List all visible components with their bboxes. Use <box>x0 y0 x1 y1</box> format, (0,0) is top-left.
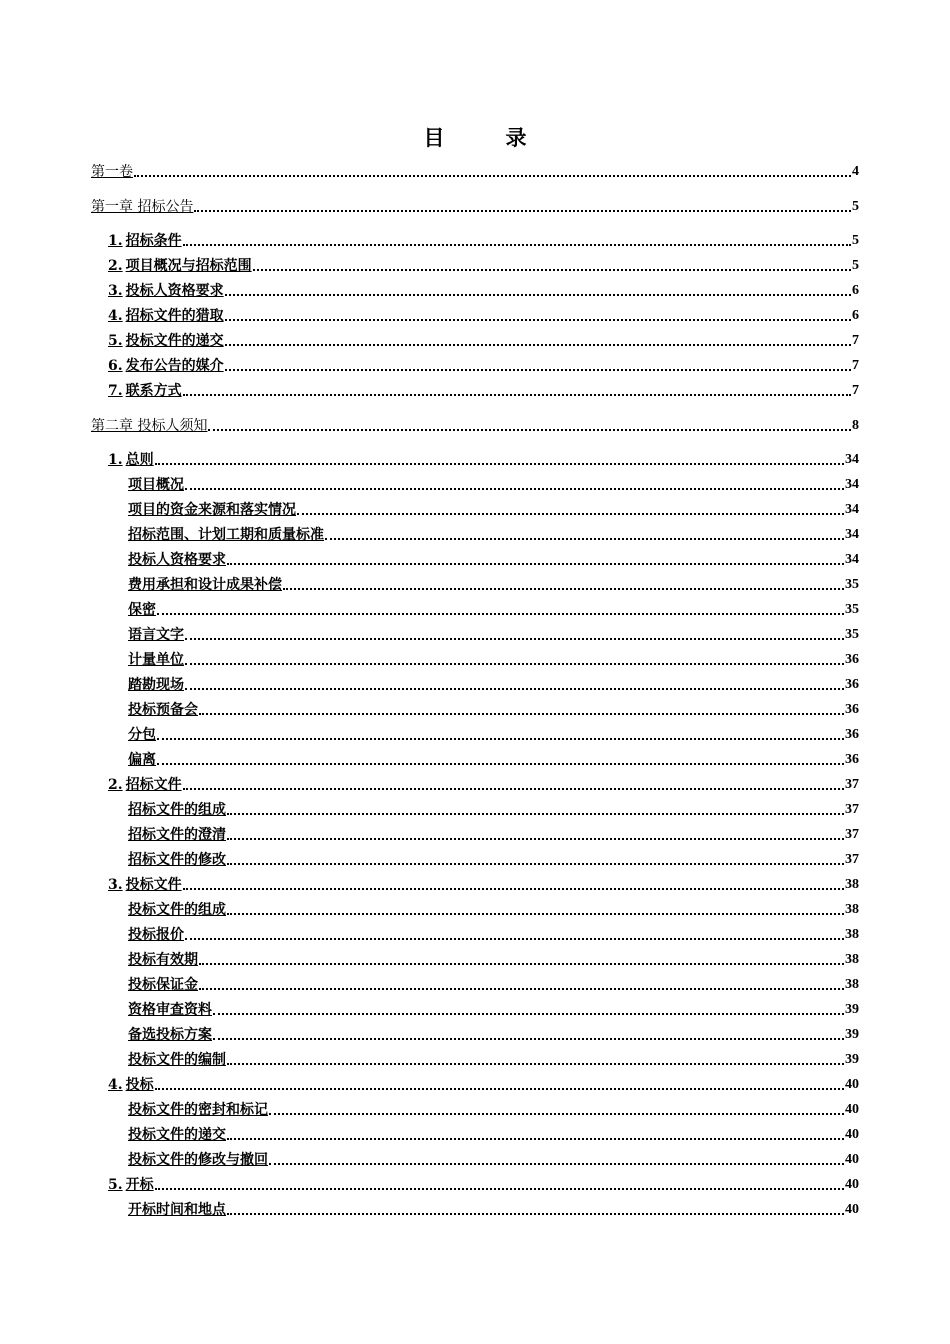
toc-entry-page: 34 <box>845 477 859 492</box>
toc-entry-label: 招标文件的猎取 <box>125 308 224 324</box>
toc-dot-leader <box>227 1137 844 1140</box>
toc-entry-label: 开标 <box>125 1177 154 1193</box>
toc-dot-leader <box>213 1012 844 1015</box>
toc-entry-page: 40 <box>845 1177 859 1192</box>
toc-entry-page: 36 <box>845 702 859 717</box>
toc-dot-leader <box>185 637 844 640</box>
toc-dot-leader <box>225 293 851 296</box>
toc-entry-page: 6 <box>852 283 859 298</box>
toc-entry-label: 计量单位 <box>128 652 184 668</box>
toc-entry-label: 投标文件的递交 <box>125 333 224 349</box>
toc-entry-label: 保密 <box>128 602 156 618</box>
toc-entry-label: 踏勘现场 <box>128 677 184 693</box>
toc-entry-label: 备选投标方案 <box>128 1027 212 1043</box>
toc-entry-page: 5 <box>852 199 859 214</box>
toc-entry-label: 第一卷 <box>91 164 133 180</box>
toc-dot-leader <box>225 318 851 321</box>
toc-entry[interactable] <box>125 524 859 544</box>
toc-dot-leader <box>185 487 844 490</box>
toc-entry[interactable] <box>108 280 859 300</box>
toc-entry[interactable] <box>125 1049 859 1069</box>
toc-entry-number: 5. <box>108 333 123 349</box>
toc-entry-number: 3. <box>108 877 123 893</box>
toc-entry-label: 项目概况与招标范围 <box>125 258 252 274</box>
toc-entry-page: 6 <box>852 308 859 323</box>
toc-chapter-entry[interactable] <box>91 161 859 181</box>
toc-entry[interactable] <box>125 724 859 744</box>
toc-entry-page: 38 <box>845 952 859 967</box>
toc-entry-page: 34 <box>845 552 859 567</box>
toc-entry-label: 语言文字 <box>128 627 184 643</box>
toc-entry[interactable] <box>125 674 859 694</box>
toc-entry-page: 7 <box>852 383 859 398</box>
toc-entry-label: 开标时间和地点 <box>128 1202 226 1218</box>
toc-entry-label: 投标文件的递交 <box>128 1127 226 1143</box>
toc-dot-leader <box>183 887 844 890</box>
toc-dot-leader <box>157 762 844 765</box>
toc-entry-label: 投标预备会 <box>128 702 198 718</box>
toc-entry[interactable] <box>125 749 859 769</box>
toc-entry-label: 第二章 投标人须知 <box>91 418 208 434</box>
toc-entry-label: 招标条件 <box>125 233 182 249</box>
toc-entry-label: 资格审查资料 <box>128 1002 212 1018</box>
toc-entry-page: 35 <box>845 602 859 617</box>
toc-dot-leader <box>157 737 844 740</box>
toc-entry-number: 4. <box>108 308 123 324</box>
toc-entry[interactable] <box>125 1099 859 1119</box>
toc-entry-page: 8 <box>852 418 859 433</box>
toc-entry[interactable] <box>108 449 859 469</box>
toc-entry-page: 39 <box>845 1027 859 1042</box>
toc-entry-page: 39 <box>845 1002 859 1017</box>
toc-entry[interactable] <box>125 599 859 619</box>
toc-dot-leader <box>227 862 844 865</box>
toc-dot-leader <box>155 1187 844 1190</box>
toc-dot-leader <box>185 937 844 940</box>
toc-entry-label: 分包 <box>128 727 156 743</box>
toc-entry-page: 39 <box>845 1052 859 1067</box>
toc-entry-page: 4 <box>852 164 859 179</box>
toc-entry-page: 35 <box>845 627 859 642</box>
toc-dot-leader <box>269 1162 844 1165</box>
toc-entry-page: 40 <box>845 1202 859 1217</box>
toc-entry[interactable] <box>125 899 859 919</box>
toc-dot-leader <box>185 687 844 690</box>
toc-entry-page: 36 <box>845 677 859 692</box>
toc-entry-label: 招标文件的修改 <box>128 852 226 868</box>
toc-entry-number: 1. <box>108 233 123 249</box>
toc-entry-label: 投标报价 <box>128 927 184 943</box>
toc-entry[interactable] <box>108 330 859 350</box>
toc-entry[interactable] <box>108 380 859 400</box>
toc-entry-page: 37 <box>845 802 859 817</box>
toc-entry-label: 项目概况 <box>128 477 184 493</box>
toc-entry-page: 5 <box>852 233 859 248</box>
toc-dot-leader <box>155 462 844 465</box>
toc-entry-number: 3. <box>108 283 123 299</box>
toc-entry-page: 38 <box>845 927 859 942</box>
toc-dot-leader <box>213 1037 844 1040</box>
toc-entry[interactable] <box>125 574 859 594</box>
toc-dot-leader <box>194 209 851 212</box>
toc-entry[interactable] <box>125 549 859 569</box>
toc-entry-page: 5 <box>852 258 859 273</box>
toc-entry-page: 40 <box>845 1152 859 1167</box>
toc-dot-leader <box>157 612 844 615</box>
toc-dot-leader <box>297 512 844 515</box>
toc-entry-label: 投标有效期 <box>128 952 198 968</box>
toc-entry-label: 投标保证金 <box>128 977 198 993</box>
toc-dot-leader <box>283 587 844 590</box>
toc-entry-label: 投标文件的编制 <box>128 1052 226 1068</box>
toc-entry[interactable] <box>108 874 859 894</box>
toc-entry-page: 40 <box>845 1127 859 1142</box>
toc-entry-page: 38 <box>845 877 859 892</box>
toc-entry-label: 总则 <box>125 452 154 468</box>
toc-entry-page: 38 <box>845 902 859 917</box>
toc-dot-leader <box>227 562 844 565</box>
toc-entry[interactable] <box>125 799 859 819</box>
toc-entry-page: 37 <box>845 827 859 842</box>
toc-dot-leader <box>227 1212 844 1215</box>
toc-dot-leader <box>225 368 851 371</box>
toc-entry-label: 投标人资格要求 <box>125 283 224 299</box>
toc-entry-number: 2. <box>108 777 123 793</box>
toc-entry-page: 36 <box>845 652 859 667</box>
toc-dot-leader <box>253 268 851 271</box>
toc-entry-label: 投标人资格要求 <box>128 552 226 568</box>
toc-entry-page: 34 <box>845 452 859 467</box>
toc-entry-label: 投标文件的组成 <box>128 902 226 918</box>
toc-entry[interactable] <box>108 774 859 794</box>
toc-entry-label: 招标文件的澄清 <box>128 827 226 843</box>
toc-dot-leader <box>227 1062 844 1065</box>
toc-entry-number: 1. <box>108 452 123 468</box>
toc-entry[interactable] <box>108 255 859 275</box>
toc-entry[interactable] <box>125 974 859 994</box>
toc-entry[interactable] <box>125 1199 859 1219</box>
toc-dot-leader <box>185 662 844 665</box>
toc-entry[interactable] <box>125 924 859 944</box>
toc-dot-leader <box>183 243 851 246</box>
toc-entry-label: 发布公告的媒介 <box>125 358 224 374</box>
toc-dot-leader <box>183 393 851 396</box>
toc-entry[interactable] <box>125 849 859 869</box>
toc-entry-label: 第一章 招标公告 <box>91 199 194 215</box>
toc-entry-page: 34 <box>845 527 859 542</box>
toc-entry-page: 37 <box>845 852 859 867</box>
toc-dot-leader <box>155 1087 844 1090</box>
toc-title: 目 录 <box>423 125 547 150</box>
toc-entry[interactable] <box>108 305 859 325</box>
toc-entry-page: 34 <box>845 502 859 517</box>
toc-entry-page: 37 <box>845 777 859 792</box>
toc-entry-number: 6. <box>108 358 123 374</box>
toc-entry-number: 2. <box>108 258 123 274</box>
toc-entry-page: 36 <box>845 727 859 742</box>
toc-entry[interactable] <box>125 824 859 844</box>
toc-entry-number: 7. <box>108 383 123 399</box>
toc-dot-leader <box>199 962 844 965</box>
toc-entry-label: 费用承担和设计成果补偿 <box>128 577 282 593</box>
toc-entry-label: 招标文件 <box>125 777 182 793</box>
toc-dot-leader <box>227 837 844 840</box>
toc-dot-leader <box>227 812 844 815</box>
toc-dot-leader <box>183 787 844 790</box>
toc-entry-page: 7 <box>852 358 859 373</box>
toc-entry[interactable] <box>125 624 859 644</box>
toc-dot-leader <box>269 1112 844 1115</box>
toc-dot-leader <box>199 712 844 715</box>
toc-entry[interactable] <box>125 999 859 1019</box>
toc-entry-label: 投标 <box>125 1077 154 1093</box>
toc-entry-page: 36 <box>845 752 859 767</box>
toc-chapter-entry[interactable] <box>91 196 859 216</box>
toc-entry-label: 投标文件的密封和标记 <box>128 1102 268 1118</box>
toc-entry[interactable] <box>108 1074 859 1094</box>
toc-entry-page: 7 <box>852 333 859 348</box>
toc-entry-number: 5. <box>108 1177 123 1193</box>
toc-entry[interactable] <box>108 1174 859 1194</box>
toc-dot-leader <box>208 428 851 431</box>
toc-entry-label: 投标文件的修改与撤回 <box>128 1152 268 1168</box>
toc-dot-leader <box>325 537 844 540</box>
toc-entry[interactable] <box>125 649 859 669</box>
toc-entry[interactable] <box>108 230 859 250</box>
toc-entry[interactable] <box>125 699 859 719</box>
toc-chapter-entry[interactable] <box>91 415 859 435</box>
toc-dot-leader <box>227 912 844 915</box>
toc-entry[interactable] <box>125 949 859 969</box>
toc-entry[interactable] <box>125 1024 859 1044</box>
toc-entry-label: 招标范围、计划工期和质量标准 <box>128 527 324 543</box>
toc-entry-page: 40 <box>845 1102 859 1117</box>
toc-entry-label: 投标文件 <box>125 877 182 893</box>
toc-dot-leader <box>134 174 851 177</box>
toc-entry[interactable] <box>125 1124 859 1144</box>
toc-entry[interactable] <box>125 474 859 494</box>
toc-entry-label: 项目的资金来源和落实情况 <box>128 502 296 518</box>
toc-entry-page: 38 <box>845 977 859 992</box>
toc-dot-leader <box>199 987 844 990</box>
toc-entry-label: 联系方式 <box>125 383 182 399</box>
toc-entry[interactable] <box>108 355 859 375</box>
toc-entry-page: 40 <box>845 1077 859 1092</box>
toc-entry[interactable] <box>125 499 859 519</box>
toc-dot-leader <box>225 343 851 346</box>
toc-entry-page: 35 <box>845 577 859 592</box>
toc-entry-label: 招标文件的组成 <box>128 802 226 818</box>
toc-entry-number: 4. <box>108 1077 123 1093</box>
toc-entry-label: 偏离 <box>128 752 156 768</box>
toc-entry[interactable] <box>125 1149 859 1169</box>
